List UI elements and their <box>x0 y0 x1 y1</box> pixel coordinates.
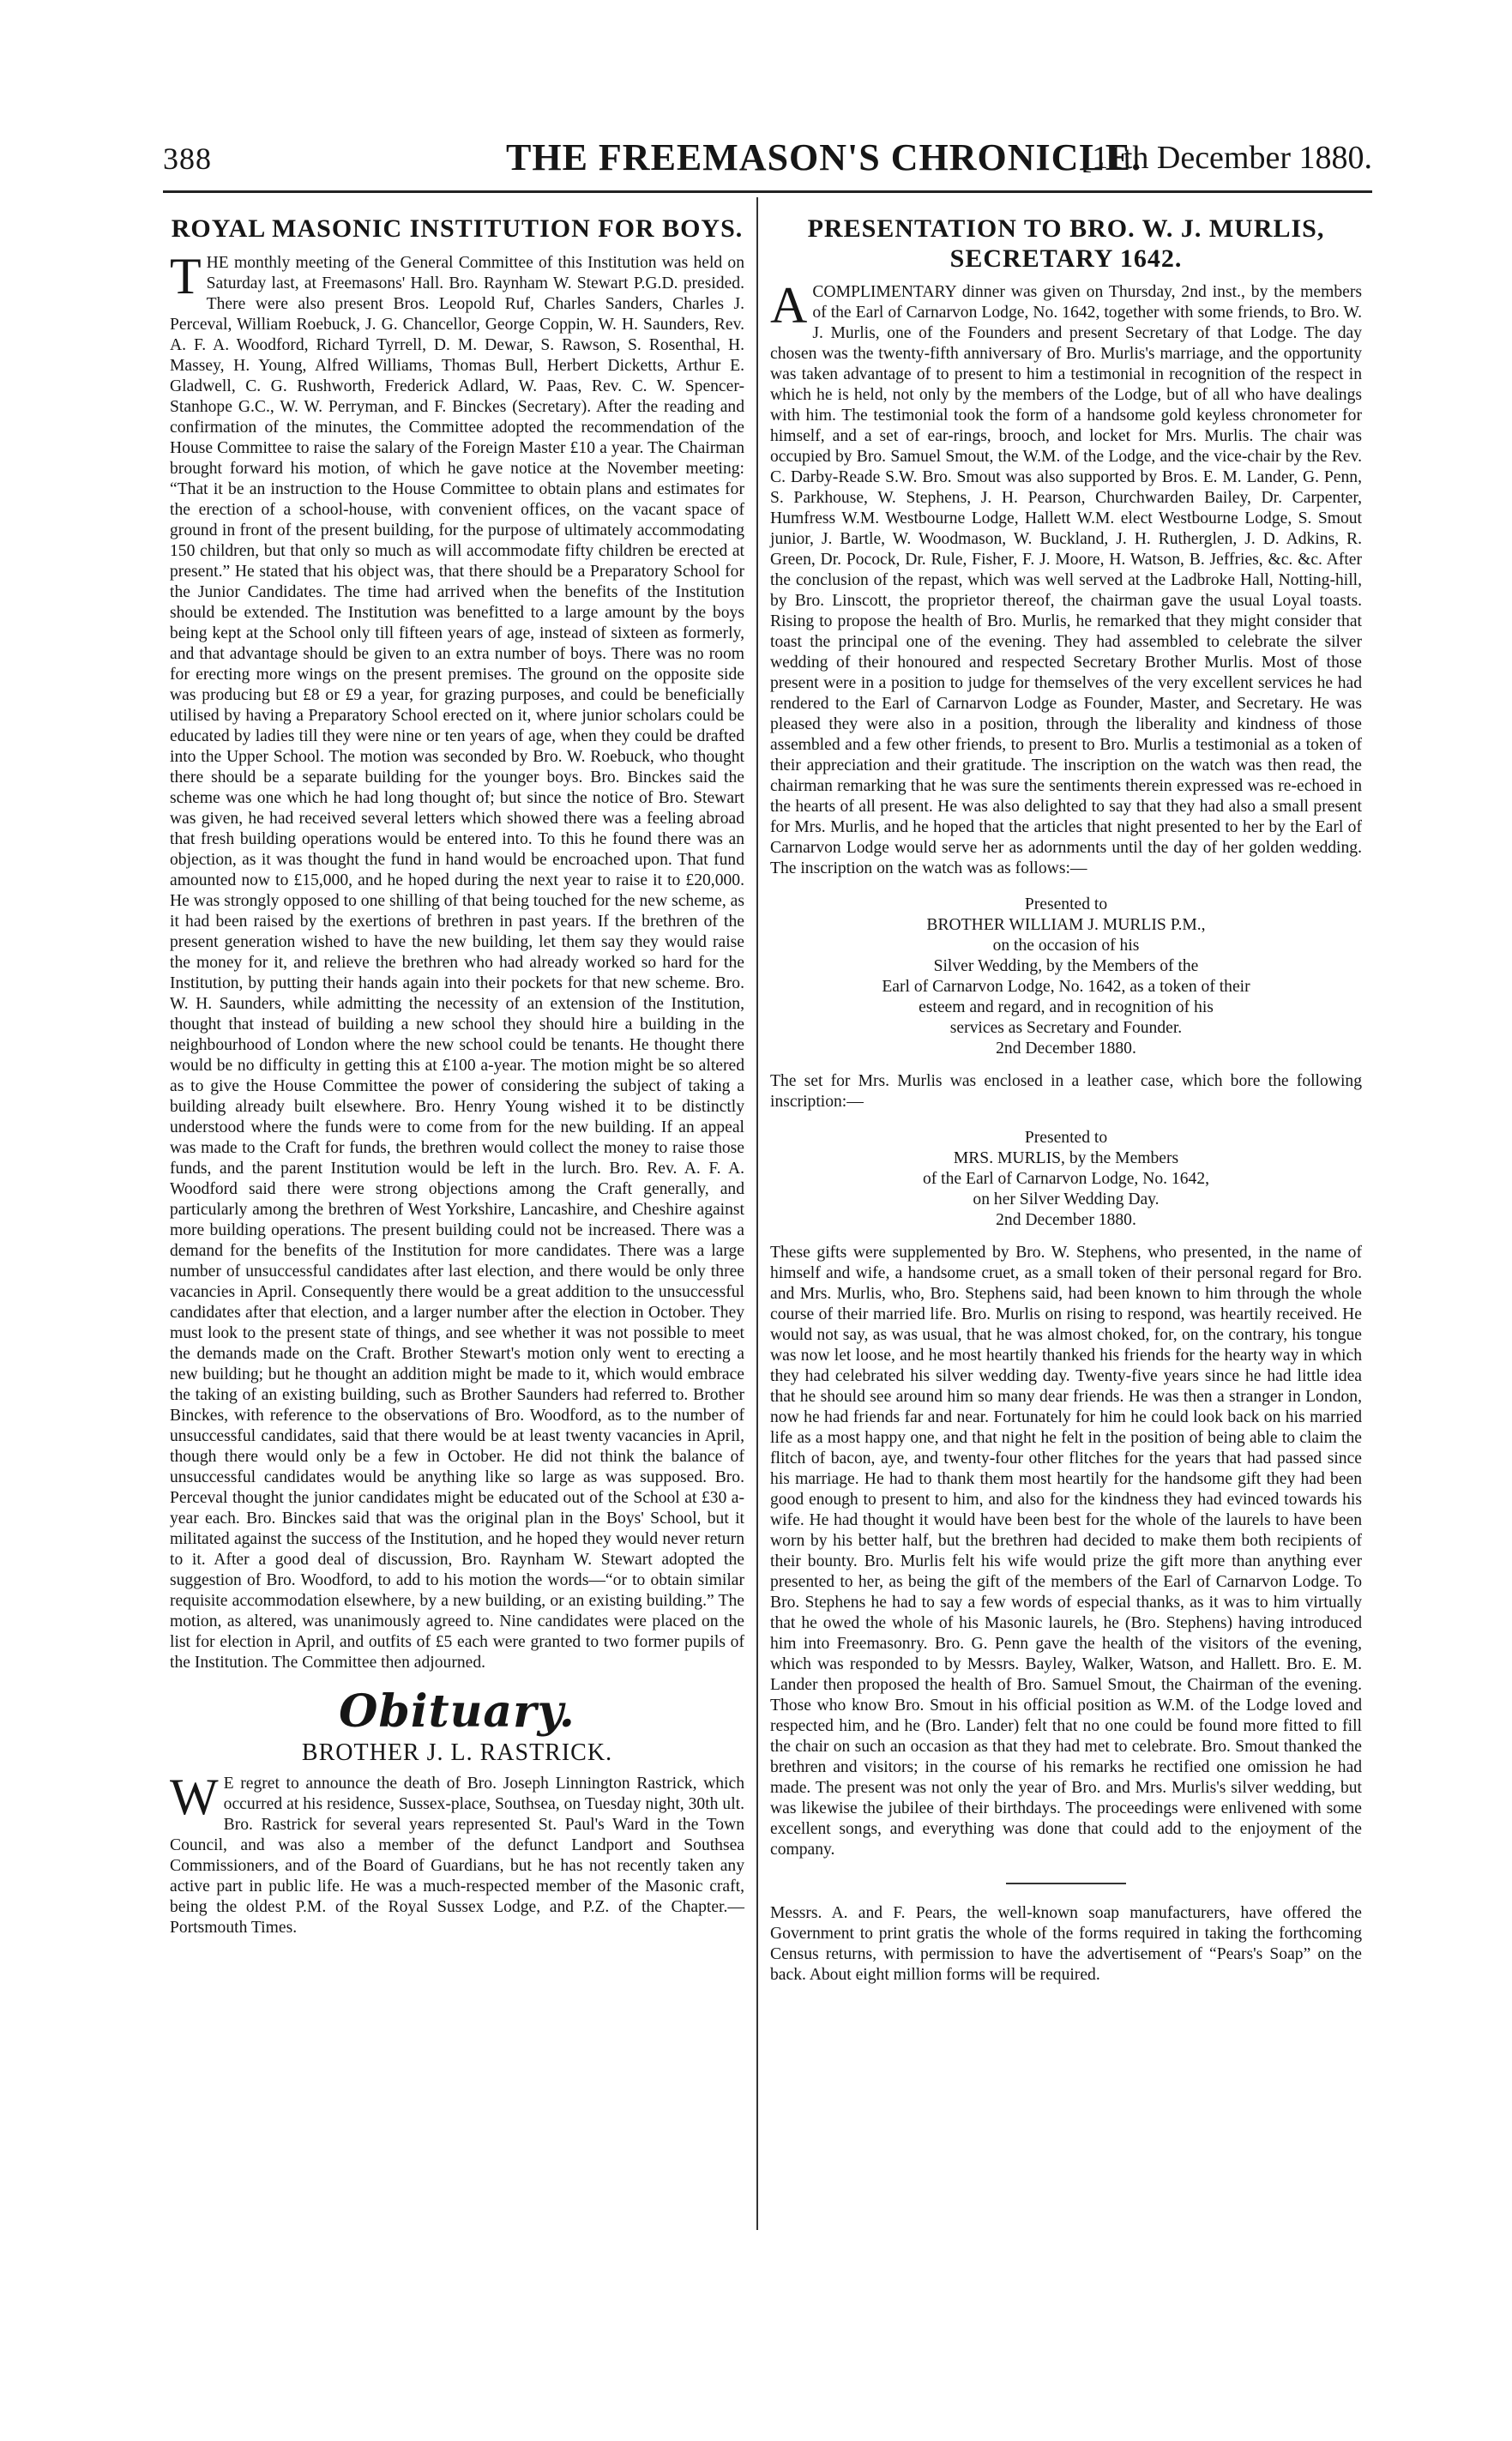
article-body-presentation-end: These gifts were supplemented by Bro. W. Stephens, who presented, in the name of himself and wife, a handsome cruet, as a small token of their personal regard for Bro. and Mrs. Murlis, who, Bro. Stephens said, had been known to him through the whole course of their married life. Bro. Murlis on rising to respond, was heartily received. He would not say, as was usual, that he was almost choked, for, on the contrary, his tongue was now let loose, and he most heartily thanked his friends for the hearty way in which they had celebrated his silver wedding day. Twenty-five years since he had little idea that he should see around him so many dear friends. He was then a stranger in London, now he had friends far and near. Fortunately for him he could look back on his married life as a most happy one, and that night he felt in the position of being able to claim the flitch of bacon, aye, and twenty-four other flitches for the years that had passed since his marriage. He had to thank them most heartily for the handsome gift they had been good enough to present to him, and also for the kindness they had evinced towards his wife. He had thought it would have been best for the whole of the laurels to have been worn by his better half, but the brethren had decided to make them both recipients of their bounty. Bro. Murlis felt his wife would prize the gift more than anything ever presented to her, as being the gift of the members of the Earl of Carnarvon Lodge. To Bro. Stephens he had to say a few words of especial thanks, as it was to him virtually that he owed the whole of his Masonic laurels, he (Bro. Stephens) having introduced him into Freemasonry. Bro. G. Penn gave the health of the visitors of the evening, which was responded to by Messrs. Bayley, Walker, Watson, and Hallett. Bro. E. M. Lander then proposed the health of Bro. Samuel Smout, the Chairman of the evening. Those who know Bro. Smout in his official position as W.M. of the Lodge loved and respected him, and he (Bro. Lander) felt that no one could be found more fitted to fill the chair on such an occasion as that they had met to celebrate. Bro. Smout thanked the brethren and visitors; in the course of his remarks he rectified one omission he had made. The present was not only the year of Bro. and Mrs. Murlis's silver wedding, but was likewise the jubilee of their birthdays. The proceedings were enlivened with some excellent songs, and everything was done that could add to the enjoyment of the company. <box>770 1244 1362 1859</box>
page-header <box>163 136 1372 184</box>
case-inscription <box>770 1128 1362 1231</box>
article-body-boys-institution <box>170 247 744 1673</box>
section-divider <box>1006 1883 1126 1884</box>
inscription-line: MRS. MURLIS, by the Members <box>953 1149 1179 1167</box>
article-body-presentation-cont: The set for Mrs. Murlis was enclosed in a leather case, which bore the following inscription:— <box>770 1072 1362 1111</box>
pears-soap-notice: Messrs. A. and F. Pears, the well-known soap manufacturers, have offered the Government to print gratis the whole of the forms required in taking the forthcoming Census returns, with permission to have the advertisement of “Pears's Soap” on the back. About eight million forms will be required. <box>770 1904 1362 1984</box>
right-column <box>770 214 1362 1986</box>
publication-title: THE FREEMASON'S CHRONICLE. <box>506 136 1142 178</box>
inscription-line: esteem and regard, and in recognition of his <box>919 998 1214 1016</box>
inscription-line: services as Secretary and Founder. <box>949 1019 1183 1037</box>
drop-cap: A <box>770 277 808 334</box>
issue-date: [11th December 1880. <box>1081 140 1372 176</box>
article-body-presentation <box>770 277 1362 879</box>
inscription-line: on her Silver Wedding Day. <box>973 1190 1160 1208</box>
inscription-line: Presented to <box>1024 1129 1108 1147</box>
column-divider <box>756 197 758 2230</box>
inscription-line: 2nd December 1880. <box>996 1211 1136 1229</box>
article-text: HE monthly meeting of the General Committee of this Institution was held on Saturday last, at Freemasons' Hall. Bro. Raynham W. Stewart P.G.D. presided. There were also present Bros. Leopold Ruf, Charles Sanders, Charles J. Perceval, William Roebuck, J. G. Chancellor, George Coppin, W. H. Saunders, Rev. A. F. A. Woodford, Richard Tyrrell, D. M. Dewar, S. Rawson, S. Rosenthal, H. Massey, H. Young, Alfred Williams, Thomas Bull, Herbert Dicketts, Arthur E. Gladwell, C. G. Rushworth, Frederick Adlard, W. Paas, Rev. C. W. Spencer-Stanhope G.C., W. W. Perryman, and F. Binckes (Secretary). After the reading and confirmation of the minutes, the Committee adopted the recommendation of the House Committee to raise the salary of the Foreign Master £10 a year. The Chairman brought forward his motion, of which he gave notice at the November meeting: “That it be an instruction to the House Committee to obtain plans and estimates for the erection of a school-house, with convenient offices, on the vacant space of ground in front of the present building, for the purpose of ultimately accommodating 150 children, but that only so much as will accommodate fifty children be erected at present.” He stated that his object was, that there should be a Preparatory School for the Junior Candidates. The time had arrived when the benefits of the Institution should be extended. The Institution was benefitted to a large amount by the boys being kept at the School only till fifteen years of age, instead of sixteen as formerly, and that advantage should be given to an extra number of boys. There was no room for erecting more wings on the present premises. The ground on the opposite side was producing but £8 or £9 a year, for grazing purposes, and could be beneficially utilised by having a Preparatory School erected on it, where junior scholars could be educated by ladies till they were nine or ten years of age, when they could be drafted into the Upper School. The motion was seconded by Bro. W. Roebuck, who thought there should be a separate building for the younger boys. Bro. Binckes said the scheme was one which he had long thought of; but since the notice of Bro. Stewart was given, he had received several letters which showed there was a feeling abroad that fresh building operations would be entered into. To this he found there was an objection, as it was thought the fund in hand would be encroached upon. That fund amounted now to £15,000, and he hoped during the next year to raise it to £20,000. He was strongly opposed to one shilling of that being touched for the new scheme, as it had been raised by the exertions of brethren in past years. If the brethren of the present generation wished to have the new building, let them say they would raise the money for it, and relieve the brethren who had already worked so hard for the Institution, by putting their hands again into their pockets for that new scheme. Bro. W. H. Saunders, while admitting the necessity of an extension of the Institution, thought that instead of building a new school they should hire a building in the neighbourhood of London where the new school could be tenants. He thought there would be no difficulty in getting this at £100 a-year. The motion might be so altered as to give the House Committee the power of considering the subject of taking a building already built elsewhere. Bro. Henry Young wished it to be distinctly understood where the funds were to come from for the new building. If an appeal was made to the Craft for funds, the brethren would collect the money to raise those funds, and the parent Institution would be left in the lurch. Bro. Rev. A. F. A. Woodford said there were strong objections among the Craft generally, and particularly among the brethren of West Yorkshire, Lancashire, and Cheshire against more building operations. The present building could not be increased. There was a demand for the benefits of the Institution for more candidates. There was a large number of unsuccessful candidates after last election, and there would be only three vacancies in April. Consequently there would be a great addition to the unsuccessful candidates after that election, and a larger number after the election in October. They must look to the present state of things, and see whether it was not possible to meet the demands made on the Craft. Brother Stewart's motion only went to erecting a new building; but he thought an addition might be made to it, which would embrace the taking of an existing building, such as Brother Saunders had referred to. Brother Binckes, with reference to the observations of Bro. Woodford, as to the number of unsuccessful candidates, said that there would be at least twenty vacancies in April, though there would only be a few in October. He did not think the balance of unsuccessful candidates would be anything like so large as was supposed. Bro. Perceval thought the junior candidates might be educated out of the School at £30 a-year each. Bro. Binckes said that was the original plan in the Boys' School, but it militated against the success of the Institution, and he hoped they would never return to it. After a good deal of discussion, Bro. Raynham W. Stewart adopted the suggestion of Bro. Woodford, to add to his motion the words—“or to obtain similar requisite accommodation elsewhere, by a new building, or an existing building.” The motion, as altered, was unanimously agreed to. Nine candidates were placed on the list for election in April, and outfits of £5 each were granted to two former pupils of the Institution. The Committee then adjourned. <box>170 253 744 1672</box>
inscription-line: on the occasion of his <box>992 937 1140 955</box>
obituary-text: E regret to announce the death of Bro. Joseph Linnington Rastrick, which occurred at his residence, Sussex-place, Southsea, on Tuesday night, 30th ult. Bro. Rastrick for several years represented St. Paul's Ward in the Town Council, and was also a member of the defunct Landport and Southsea Commissioners, and of the Board of Guardians, but he has not recently taken any active part in public life. He was a much-respected member of the Masonic craft, being the oldest P.M. of the Royal Sussex Lodge, and P.Z. of the Chapter.—Portsmouth Times. <box>170 1774 744 1937</box>
watch-inscription <box>770 895 1362 1059</box>
inscription-line: Presented to <box>1024 895 1108 913</box>
article-heading-boys-institution: ROYAL MASONIC INSTITUTION FOR BOYS. <box>171 214 744 243</box>
heading-line: PRESENTATION TO BRO. W. J. MURLIS, <box>807 214 1325 243</box>
inscription-line: 2nd December 1880. <box>996 1040 1136 1058</box>
obituary-subheading: BROTHER J. L. RASTRICK. <box>301 1739 613 1766</box>
header-rule <box>163 190 1372 193</box>
left-column <box>170 214 744 1938</box>
obituary-heading: Obituary. <box>339 1685 575 1738</box>
drop-cap: T <box>170 247 202 304</box>
heading-line: SECRETARY 1642. <box>949 244 1183 273</box>
inscription-line: Earl of Carnarvon Lodge, No. 1642, as a token of their <box>882 978 1250 996</box>
obituary-body <box>170 1768 744 1938</box>
inscription-line: of the Earl of Carnarvon Lodge, No. 1642, <box>922 1170 1210 1188</box>
article-text: COMPLIMENTARY dinner was given on Thursday, 2nd inst., by the members of the Earl of Carnarvon Lodge, No. 1642, together with some friends, to Bro. W. J. Murlis, one of the Founders and present Secretary of that Lodge. The day chosen was the twenty-fifth anniversary of Bro. Murlis's marriage, and the opportunity was taken advantage of to present to him a testimonial in recognition of the respect in which he is held, not only by the members of the Lodge, but of all who have dealings with him. The testimonial took the form of a handsome gold keyless chronometer for himself, and a set of ear-rings, brooch, and locket for Mrs. Murlis. The chair was occupied by Bro. Samuel Smout, the W.M. of the Lodge, and the vice-chair by the Rev. C. Darby-Reade S.W. Bro. Smout was also supported by Bros. E. M. Lander, G. Penn, S. Parkhouse, W. Stephens, J. H. Pearson, Churchwarden Bailey, Dr. Carpenter, Humfress W.M. Westbourne Lodge, Hallett W.M. elect Westbourne Lodge, S. Smout junior, J. Bartle, W. Woodmason, W. Buckland, J. H. Rutherglen, J. D. Adkins, R. Green, Dr. Pocock, Dr. Rule, Fisher, F. J. Moore, H. Watson, B. Jeffries, &c. &c. After the conclusion of the repast, which was well served at the Ladbroke Hall, Notting-hill, by Bro. Linscott, the proprietor thereof, the chairman gave the usual Loyal toasts. Rising to propose the health of Bro. Murlis, he remarked that they might consider that toast the principal one of the evening. They had assembled to celebrate the silver wedding of their honoured and respected Secretary Brother Murlis. Most of those present were in a position to judge for themselves of the very excellent services he had rendered to the Earl of Carnarvon Lodge as Founder, Master, and Secretary. He was pleased they were also in a position, through the liberality and kindness of those assembled and a few other friends, to present to Bro. Murlis a testimonial as a token of their appreciation and their gratitude. The inscription on the watch was then read, the chairman remarking that he was sure the sentiments therein expressed was re-echoed in the hearts of all present. He was also delighted to say that they had also a small present for Mrs. Murlis, and he hoped that the articles that night presented to her by the Earl of Carnarvon Lodge would serve her as adornments until the day of her golden wedding. The inscription on the watch was as follows:— <box>770 283 1362 877</box>
inscription-line: BROTHER WILLIAM J. MURLIS P.M., <box>926 916 1206 934</box>
page-number: 388 <box>163 142 212 176</box>
drop-cap: W <box>170 1768 219 1825</box>
article-heading-presentation <box>770 214 1362 274</box>
inscription-line: Silver Wedding, by the Members of the <box>933 957 1199 975</box>
